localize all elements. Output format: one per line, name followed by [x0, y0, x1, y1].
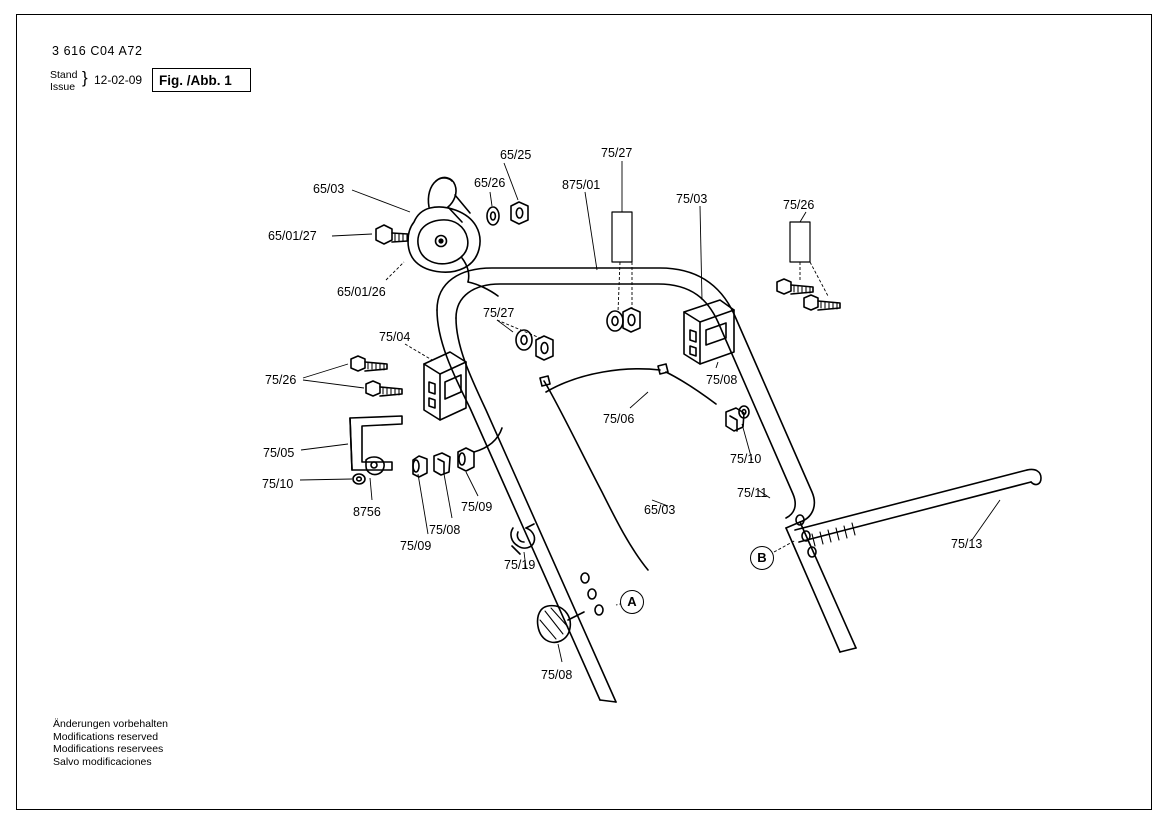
part-label-75-26-b: 75/26 — [265, 373, 297, 387]
page-border — [16, 14, 1152, 810]
part-number: 3 616 C04 A72 — [52, 44, 143, 58]
issue-date: 12-02-09 — [94, 73, 143, 87]
part-label-65-26: 65/26 — [474, 176, 506, 190]
figure-label: Fig. /Abb. 1 — [159, 73, 232, 88]
part-label-75-09-a: 75/09 — [461, 500, 493, 514]
part-label-75-06: 75/06 — [603, 412, 635, 426]
footer-line-en: Modifications reserved — [53, 730, 159, 743]
footer-line-de: Änderungen vorbehalten — [53, 718, 169, 730]
figure-box — [152, 68, 251, 92]
part-label-75-04: 75/04 — [379, 330, 411, 344]
part-label-75-19: 75/19 — [504, 558, 536, 572]
part-label-75-08-b: 75/08 — [429, 523, 461, 537]
part-label-75-13: 75/13 — [951, 537, 983, 551]
part-label-75-09-b: 75/09 — [400, 539, 432, 553]
footer-line-es: Salvo modificaciones — [53, 755, 152, 768]
callout-b: B — [750, 546, 774, 570]
stand-label: Stand — [50, 69, 78, 81]
issue-label: Issue — [50, 80, 76, 93]
part-label-65-03-a: 65/03 — [313, 182, 345, 196]
part-label-75-27-b: 75/27 — [483, 306, 515, 320]
part-label-875-01: 875/01 — [562, 178, 601, 192]
part-label-75-05: 75/05 — [263, 446, 295, 460]
part-label-75-27-a: 75/27 — [601, 146, 633, 160]
footer-line-fr: Modifications reservees — [53, 743, 164, 756]
part-label-75-10-b: 75/10 — [262, 477, 294, 491]
part-label-75-03: 75/03 — [676, 192, 708, 206]
part-label-75-08-c: 75/08 — [541, 668, 573, 682]
part-label-65-25: 65/25 — [500, 148, 532, 162]
footer-disclaimer — [53, 718, 168, 768]
part-label-8756: 8756 — [353, 505, 381, 519]
part-label-65-01-26: 65/01/26 — [337, 285, 386, 299]
part-label-65-03-b: 65/03 — [644, 503, 676, 517]
callout-a: A — [620, 590, 644, 614]
stand-issue-label — [50, 70, 77, 93]
part-label-75-11: 75/11 — [737, 486, 768, 500]
part-label-75-08-a: 75/08 — [706, 373, 738, 387]
part-label-75-26-a: 75/26 — [783, 198, 815, 212]
part-label-65-01-27: 65/01/27 — [268, 229, 317, 243]
brace-glyph: } — [82, 68, 88, 87]
part-label-75-10-a: 75/10 — [730, 452, 762, 466]
